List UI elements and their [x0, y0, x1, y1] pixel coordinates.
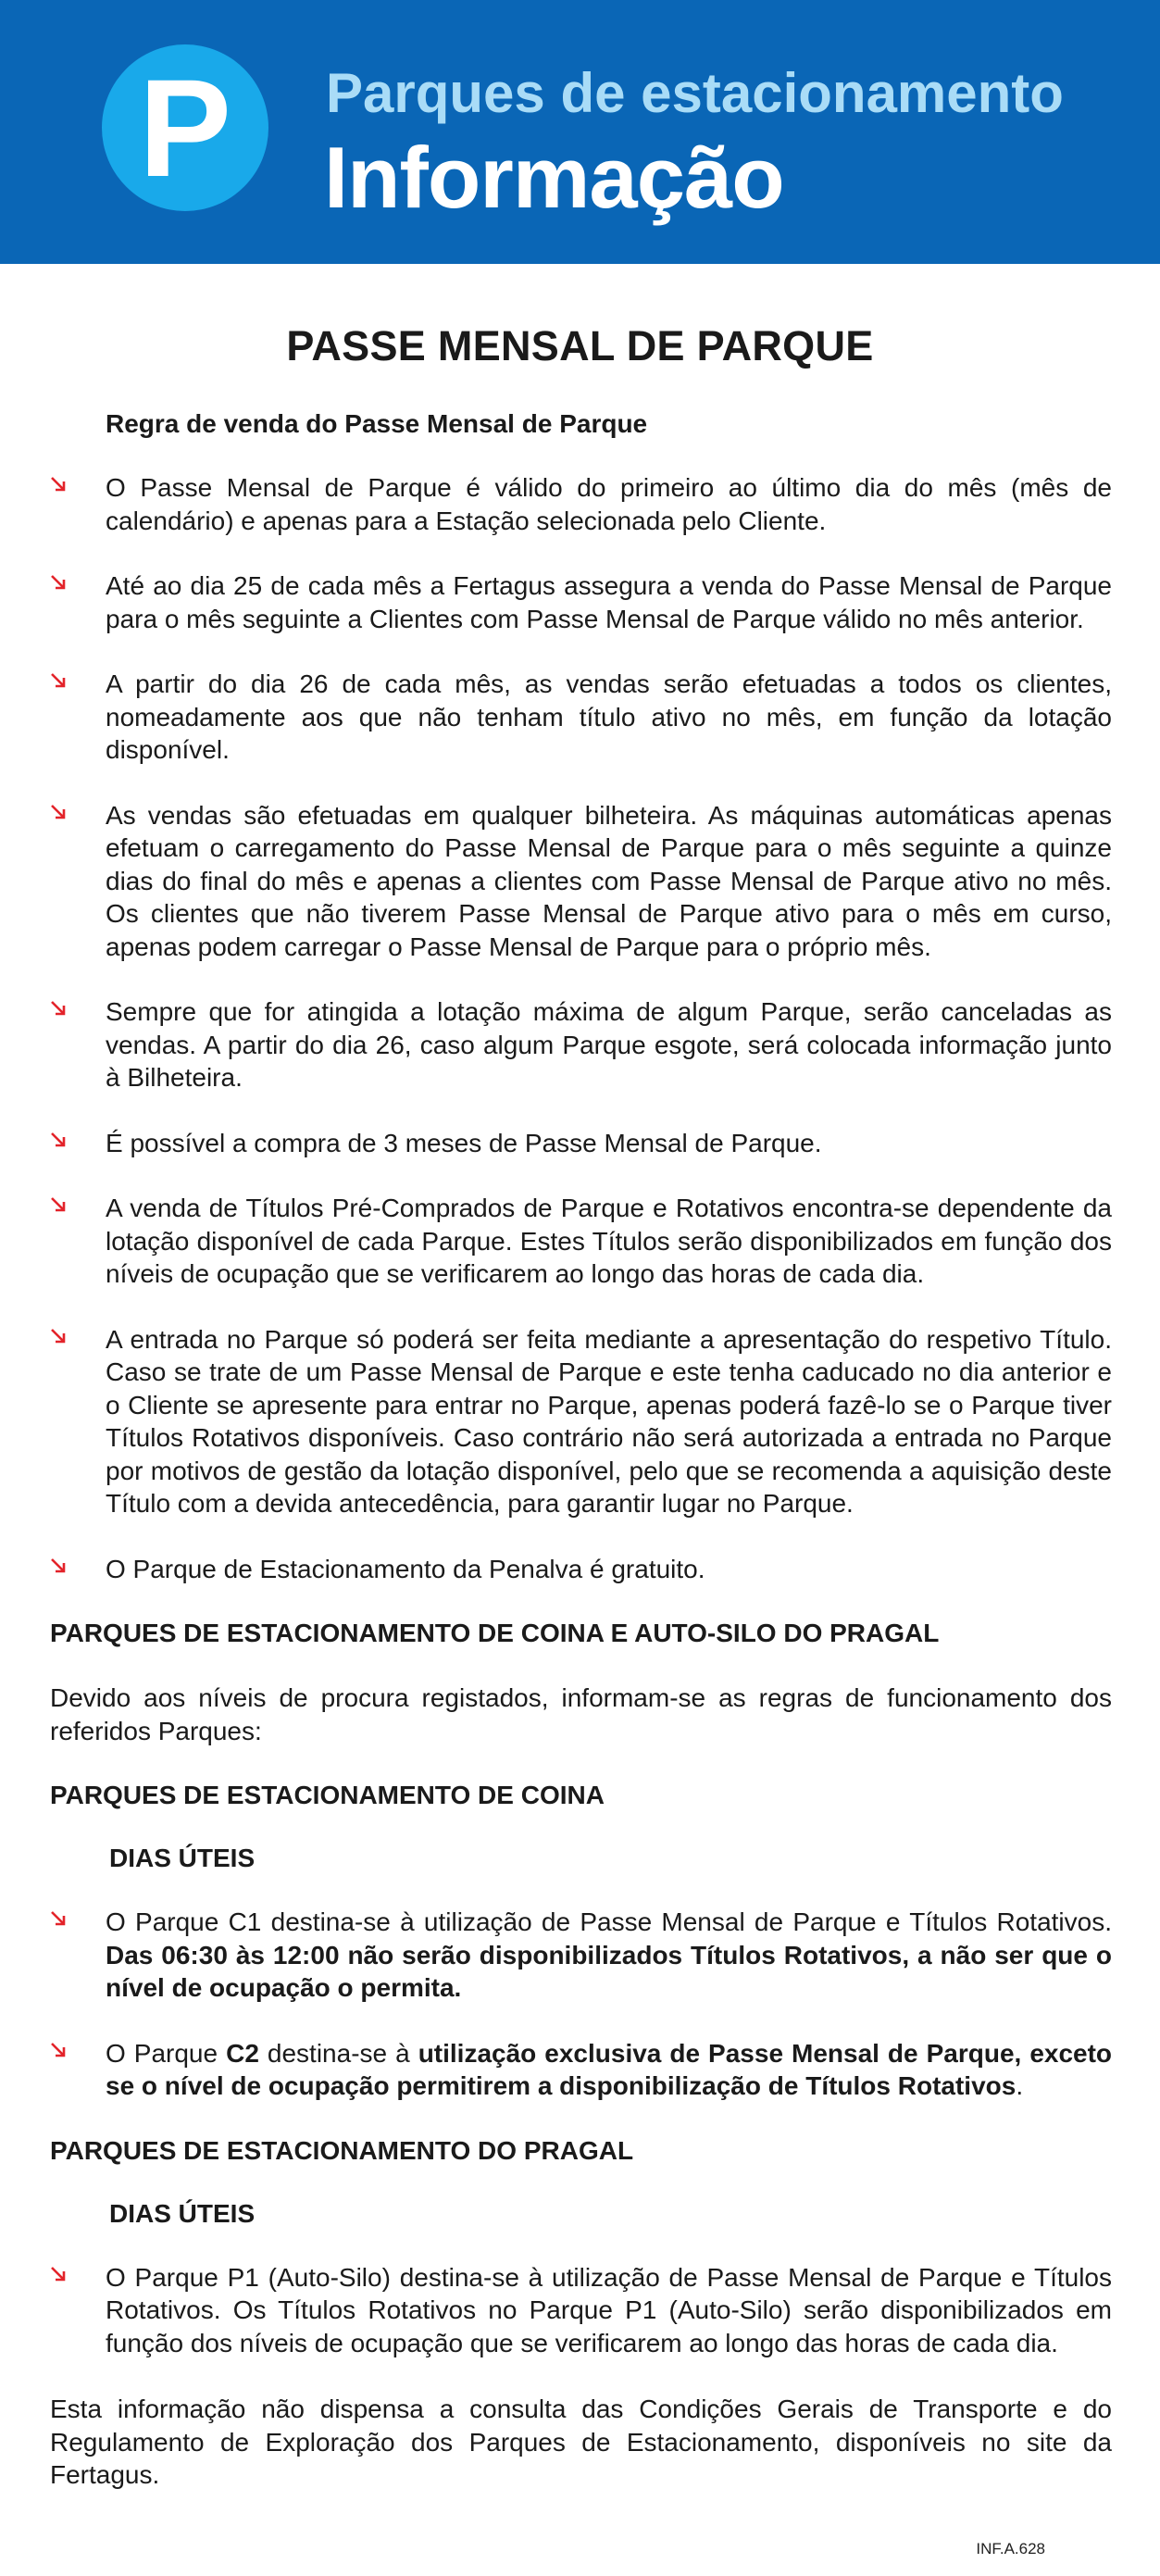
- list-item: A partir do dia 26 de cada mês, as vendas serão efetuadas a todos os clientes, nomeadamente aos que não tenham título ativo no mês, em função da lotação disponível.: [106, 668, 1112, 767]
- subheading-dias-uteis-pragal: DIAS ÚTEIS: [109, 2198, 256, 2228]
- section-heading-coina-pragal: PARQUES DE ESTACIONAMENTO DE COINA E AUTO-SILO DO PRAGAL: [50, 1619, 940, 1647]
- rules-list: [0, 471, 1160, 1585]
- arrow-down-right-icon: [48, 572, 69, 593]
- header-title: Informação: [324, 129, 784, 226]
- list-item-c2: O Parque C2 destina-se à utilização exclusiva de Passe Mensal de Parque, exceto se o nível de ocupação permitirem a disponibilização de Títulos Rotativos.: [106, 2037, 1112, 2103]
- subheading-dias-uteis-coina: DIAS ÚTEIS: [109, 1844, 256, 1872]
- arrow-down-right-icon: [48, 474, 69, 494]
- section-heading-pragal: PARQUES DE ESTACIONAMENTO DO PRAGAL: [50, 2135, 634, 2165]
- page-title: PASSE MENSAL DE PARQUE: [286, 322, 874, 369]
- document-body: [0, 264, 1160, 2492]
- rules-heading: Regra de venda do Passe Mensal de Parque: [106, 409, 648, 438]
- section-heading-coina: PARQUES DE ESTACIONAMENTO DE COINA: [50, 1781, 605, 1809]
- list-item: O Passe Mensal de Parque é válido do primeiro ao último dia do mês (mês de calendário) e apenas para a Estação selecionada pelo Cliente.: [106, 471, 1112, 537]
- header-subtitle: Parques de estacionamento: [326, 62, 1064, 124]
- list-item: É possível a compra de 3 meses de Passe Mensal de Parque.: [106, 1127, 1112, 1160]
- list-item: O Parque de Estacionamento da Penalva é gratuito.: [106, 1553, 1112, 1586]
- list-item: A entrada no Parque só poderá ser feita mediante a apresentação do respetivo Título. Caso se trate de um Passe Mensal de Parque e este tenha caducado no dia anterior e o Cliente se apresente para entrar no Parque, apenas poderá fazê-lo se o Parque tiver Títulos Rotativos disponíveis. Caso contrário não será autorizada a entrada no Parque por motivos de gestão da lotação disponível, pelo que se recomenda a aquisição deste Título com a devida antecedência, para garantir lugar no Parque.: [106, 1323, 1112, 1520]
- disclaimer-paragraph: Esta informação não dispensa a consulta das Condições Gerais de Transporte e do Regulamento de Exploração dos Parques de Estacionamento, disponíveis no site da Fertagus.: [50, 2395, 1112, 2489]
- arrow-down-right-icon: [48, 670, 69, 691]
- list-item: As vendas são efetuadas em qualquer bilheteira. As máquinas automáticas apenas efetuam o carregamento do Passe Mensal de Parque para o mês seguinte a quinze dias do final do mês e apenas a clientes com Passe Mensal de Parque ativo no mês. Os clientes que não tiverem Passe Mensal de Parque ativo para o mês em curso, apenas podem carregar o Passe Mensal de Parque para o próprio mês.: [106, 799, 1112, 964]
- list-item: A venda de Títulos Pré-Comprados de Parque e Rotativos encontra-se dependente da lotação disponível de cada Parque. Estes Títulos serão disponibilizados em função dos níveis de ocupação que se verificarem ao longo das horas de cada dia.: [106, 1192, 1112, 1291]
- intro-paragraph: Devido aos níveis de procura registados, informam-se as regras de funcionamento dos referidos Parques:: [50, 1683, 1112, 1745]
- arrow-down-right-icon: [48, 2264, 69, 2284]
- arrow-down-right-icon: [48, 802, 69, 822]
- arrow-down-right-icon: [48, 998, 69, 1019]
- parking-logo: P: [102, 44, 268, 211]
- arrow-down-right-icon: [48, 1556, 69, 1576]
- arrow-down-right-icon: [48, 1130, 69, 1150]
- coina-list: [0, 1906, 1160, 2103]
- arrow-down-right-icon: [48, 1194, 69, 1215]
- pragal-list: [0, 2261, 1160, 2360]
- header-banner: [0, 0, 1160, 264]
- list-item: Até ao dia 25 de cada mês a Fertagus assegura a venda do Passe Mensal de Parque para o mês seguinte a Clientes com Passe Mensal de Parque válido no mês anterior.: [106, 569, 1112, 635]
- arrow-down-right-icon: [48, 2040, 69, 2060]
- list-item: Sempre que for atingida a lotação máxima de algum Parque, serão canceladas as vendas. A partir do dia 26, caso algum Parque esgote, será colocada informação junto à Bilheteira.: [106, 995, 1112, 1094]
- list-item-c1: O Parque C1 destina-se à utilização de Passe Mensal de Parque e Títulos Rotativos. Das 06:30 às 12:00 não serão disponibilizados Títulos Rotativos, a não ser que o nível de ocupação o permita.: [106, 1906, 1112, 2005]
- list-item-p1: O Parque P1 (Auto-Silo) destina-se à utilização de Passe Mensal de Parque e Títulos Rotativos. Os Títulos Rotativos no Parque P1 (Auto-Silo) serão disponibilizados em função dos níveis de ocupação que se verificarem ao longo das horas de cada dia.: [106, 2261, 1112, 2360]
- document-code: INF.A.628: [976, 2540, 1045, 2557]
- arrow-down-right-icon: [48, 1908, 69, 1929]
- arrow-down-right-icon: [48, 1326, 69, 1346]
